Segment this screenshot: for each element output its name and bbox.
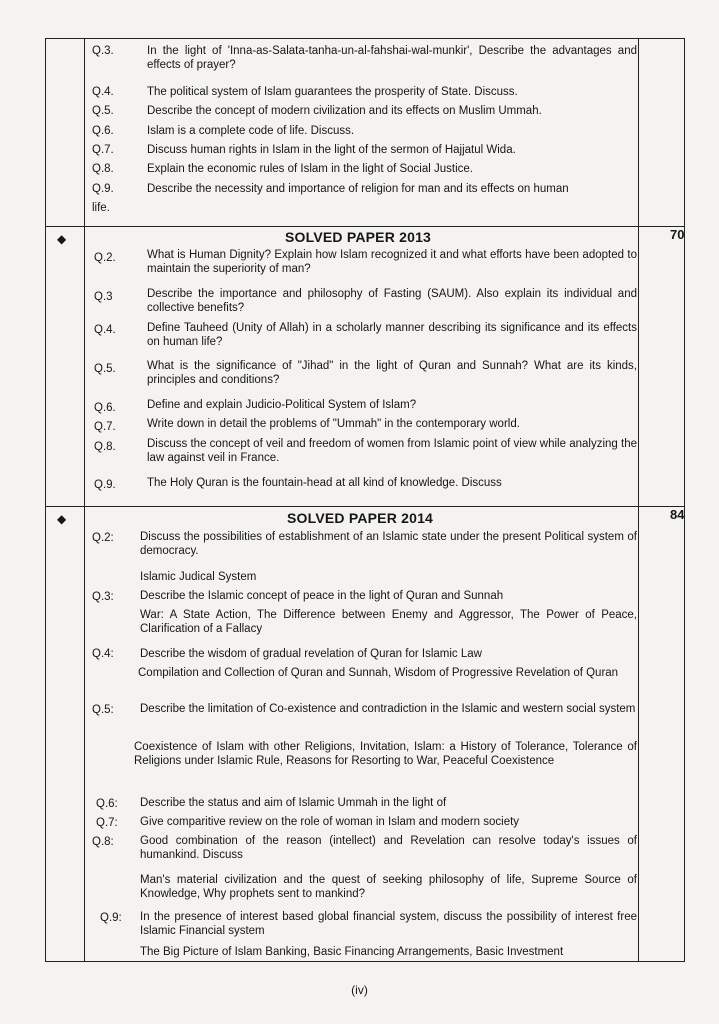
question-text: In the light of 'Inna-as-Salata-tanha-un-al-fahshai-wal-munkir', Describe the advantages and effects of prayer? bbox=[147, 45, 637, 71]
question-number: Q.2: bbox=[92, 532, 114, 544]
question-subtopics: Islamic Judical System bbox=[140, 571, 257, 583]
row-divider-2013 bbox=[46, 226, 684, 227]
question-number: Q.3: bbox=[92, 591, 114, 603]
question-text: Describe the necessity and importance of religion for man and its effects on human bbox=[147, 183, 569, 195]
question-text: Describe the importance and philosophy of Fasting (SAUM). Also explain its individual and collective benefits? bbox=[147, 288, 637, 314]
question-subtopics: Coexistence of Islam with other Religions, Invitation, Islam: a History of Tolerance, Tolerance of Religions under Islamic Rule, Reasons for Resorting to War, Peaceful Coexistence bbox=[134, 741, 637, 767]
question-number: Q.9. bbox=[94, 479, 116, 491]
question-number: Q.4: bbox=[92, 648, 114, 660]
question-number: Q.8. bbox=[94, 441, 116, 453]
question-text: Write down in detail the problems of "Ummah" in the contemporary world. bbox=[147, 418, 520, 430]
question-number: Q.9: bbox=[100, 912, 122, 924]
question-text: Good combination of the reason (intellect) and Revelation can resolve today's issues of humankind. Discuss bbox=[140, 835, 637, 861]
question-text-tail: life. bbox=[92, 202, 110, 214]
question-text: Islam is a complete code of life. Discuss. bbox=[147, 125, 355, 137]
question-text: Describe the concept of modern civilization and its effects on Muslim Ummah. bbox=[147, 105, 542, 117]
question-text: Describe the limitation of Co-existence and contradiction in the Islamic and western social system bbox=[140, 703, 636, 715]
diamond-bullet-icon: ◆ bbox=[57, 232, 67, 246]
question-text: What is Human Dignity? Explain how Islam recognized it and what efforts have been adopted to maintain the superiority of man? bbox=[147, 249, 637, 275]
question-number: Q.6. bbox=[94, 402, 116, 414]
diamond-bullet-icon: ◆ bbox=[57, 512, 67, 526]
question-number: Q.5. bbox=[92, 105, 114, 117]
page-number: 70 bbox=[670, 227, 685, 242]
question-number: Q.2. bbox=[94, 252, 116, 264]
page-number: 84 bbox=[670, 507, 685, 522]
section-title: SOLVED PAPER 2014 bbox=[287, 510, 434, 526]
question-number: Q.9. bbox=[92, 183, 114, 195]
section-title: SOLVED PAPER 2013 bbox=[285, 229, 432, 245]
question-number: Q.5: bbox=[92, 704, 114, 716]
question-text: In the presence of interest based global financial system, discuss the possibility of interest free Islamic Financial system bbox=[140, 911, 637, 937]
question-number: Q.8: bbox=[92, 836, 114, 848]
question-text: Explain the economic rules of Islam in the light of Social Justice. bbox=[147, 163, 473, 175]
question-number: Q.8. bbox=[92, 163, 114, 175]
question-number: Q.4. bbox=[94, 324, 116, 336]
column-divider-left bbox=[84, 39, 85, 961]
question-text: The Holy Quran is the fountain-head at all kind of knowledge. Discuss bbox=[147, 477, 502, 489]
question-subtopics: Man's material civilization and the quest of seeking philosophy of life, Supreme Source of Knowledge, Why prophets sent to mankind? bbox=[140, 874, 637, 900]
question-text: The political system of Islam guarantees the prosperity of State. Discuss. bbox=[147, 86, 518, 98]
question-text: What is the significance of "Jihad" in the light of Quran and Sunnah? What are its kinds, principles and conditions? bbox=[147, 360, 637, 386]
question-text: Define Tauheed (Unity of Allah) in a scholarly manner describing its significance and its effects on human life? bbox=[147, 322, 637, 348]
row-divider-2014 bbox=[46, 506, 684, 507]
question-number: Q.7. bbox=[92, 144, 114, 156]
question-text: Describe the status and aim of Islamic Ummah in the light of bbox=[140, 797, 447, 809]
question-subtopics: The Big Picture of Islam Banking, Basic Financing Arrangements, Basic Investment bbox=[140, 946, 564, 958]
question-number: Q.6: bbox=[96, 798, 118, 810]
question-subtopics: Compilation and Collection of Quran and Sunnah, Wisdom of Progressive Revelation of Quran bbox=[138, 667, 619, 679]
question-number: Q.7. bbox=[94, 421, 116, 433]
question-number: Q.7: bbox=[96, 817, 118, 829]
question-subtopics: War: A State Action, The Difference between Enemy and Aggressor, The Power of Peace, Clarification of a Fallacy bbox=[140, 609, 637, 635]
question-number: Q.5. bbox=[94, 363, 116, 375]
question-text: Describe the Islamic concept of peace in the light of Quran and Sunnah bbox=[140, 590, 504, 602]
question-text: Give comparitive review on the role of woman in Islam and modern society bbox=[140, 816, 520, 828]
question-text: Discuss the concept of veil and freedom of women from Islamic point of view while analyzing the law against veil in France. bbox=[147, 438, 637, 464]
page-footer-number: (iv) bbox=[351, 983, 368, 997]
question-text: Discuss the possibilities of establishment of an Islamic state under the present Political system of democracy. bbox=[140, 531, 637, 557]
column-divider-right bbox=[638, 39, 639, 961]
question-number: Q.4. bbox=[92, 86, 114, 98]
question-text: Describe the wisdom of gradual revelation of Quran for Islamic Law bbox=[140, 648, 482, 660]
question-number: Q.6. bbox=[92, 125, 114, 137]
question-text: Define and explain Judicio-Political System of Islam? bbox=[147, 399, 417, 411]
question-text: Discuss human rights in Islam in the light of the sermon of Hajjatul Wida. bbox=[147, 144, 516, 156]
question-number: Q.3. bbox=[92, 45, 114, 57]
question-number: Q.3 bbox=[94, 291, 113, 303]
